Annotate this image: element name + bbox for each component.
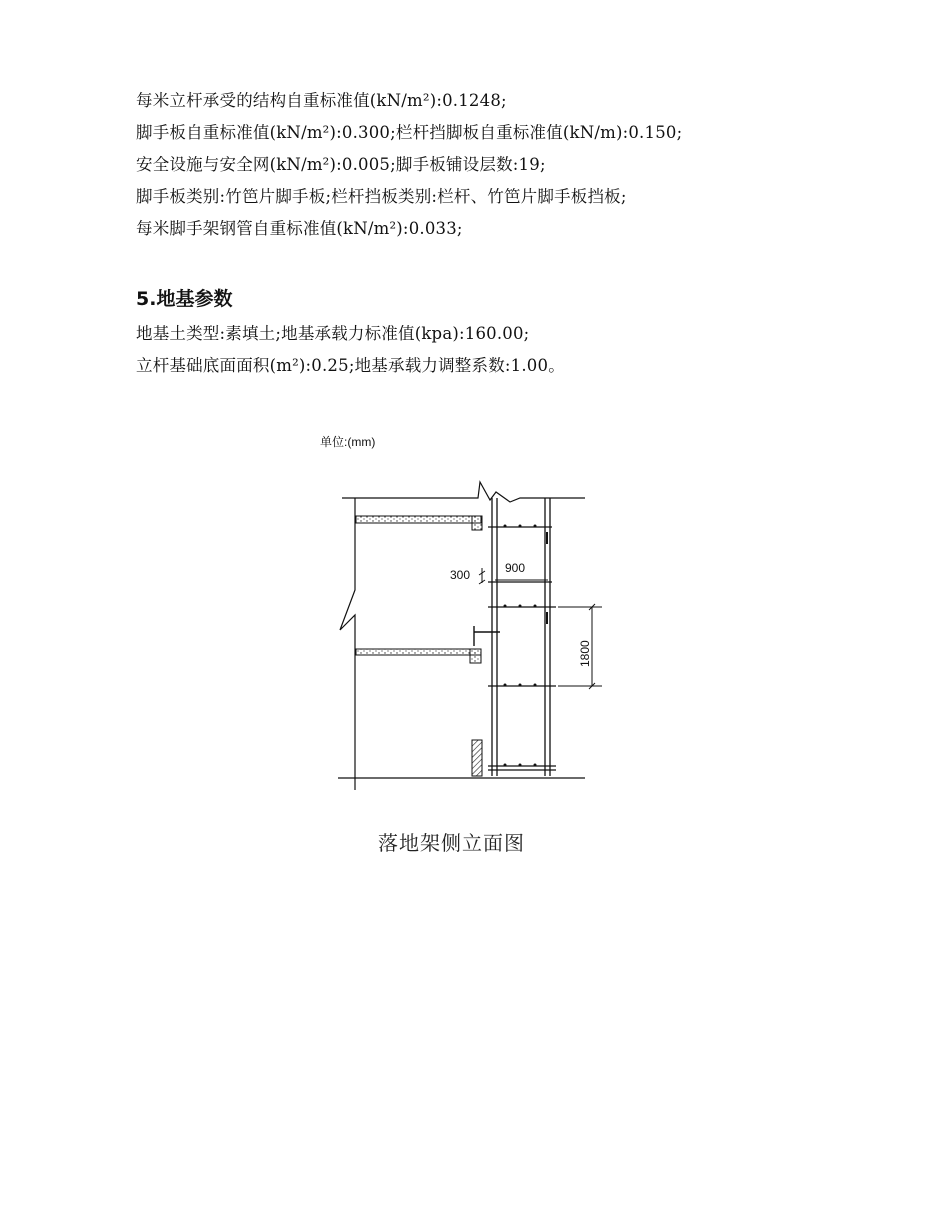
scaffold-elevation-diagram [300,420,620,800]
wall-tie [474,626,500,646]
param-line-3: 安全设施与安全网(kN/m²):0.005;脚手板铺设层数:19; [136,155,546,174]
upper-floor-slab [356,516,482,530]
unit-label: 单位:(mm) [320,435,376,449]
building-wall [340,498,355,790]
figure-caption: 落地架侧立面图 [378,831,525,855]
param-line-2: 脚手板自重标准值(kN/m²):0.300;栏杆挡脚板自重标准值(kN/m):0.150; [136,123,683,142]
scaffold-standards [492,498,550,776]
top-boundary-line [342,482,585,502]
param-line-4: 脚手板类别:竹笆片脚手板;栏杆挡板类别:栏杆、竹笆片脚手板挡板; [136,187,627,206]
base-block [472,740,482,776]
dim-300-label: 300 [450,568,471,582]
param-line-1: 每米立杆承受的结构自重标准值(kN/m²):0.1248; [136,91,507,110]
param-line-5: 每米脚手架钢管自重标准值(kN/m²):0.033; [136,219,463,238]
dim-1800-label: 1800 [578,640,592,667]
dim-900-label: 900 [505,561,526,575]
foundation-line-2: 立杆基础底面面积(m²):0.25;地基承载力调整系数:1.00。 [136,356,565,375]
dim-300-marker [479,568,485,584]
foundation-line-1: 地基土类型:素填土;地基承载力标准值(kpa):160.00; [136,324,530,343]
lower-floor-slab [356,649,481,663]
section-heading-foundation: 5.地基参数 [136,288,233,310]
